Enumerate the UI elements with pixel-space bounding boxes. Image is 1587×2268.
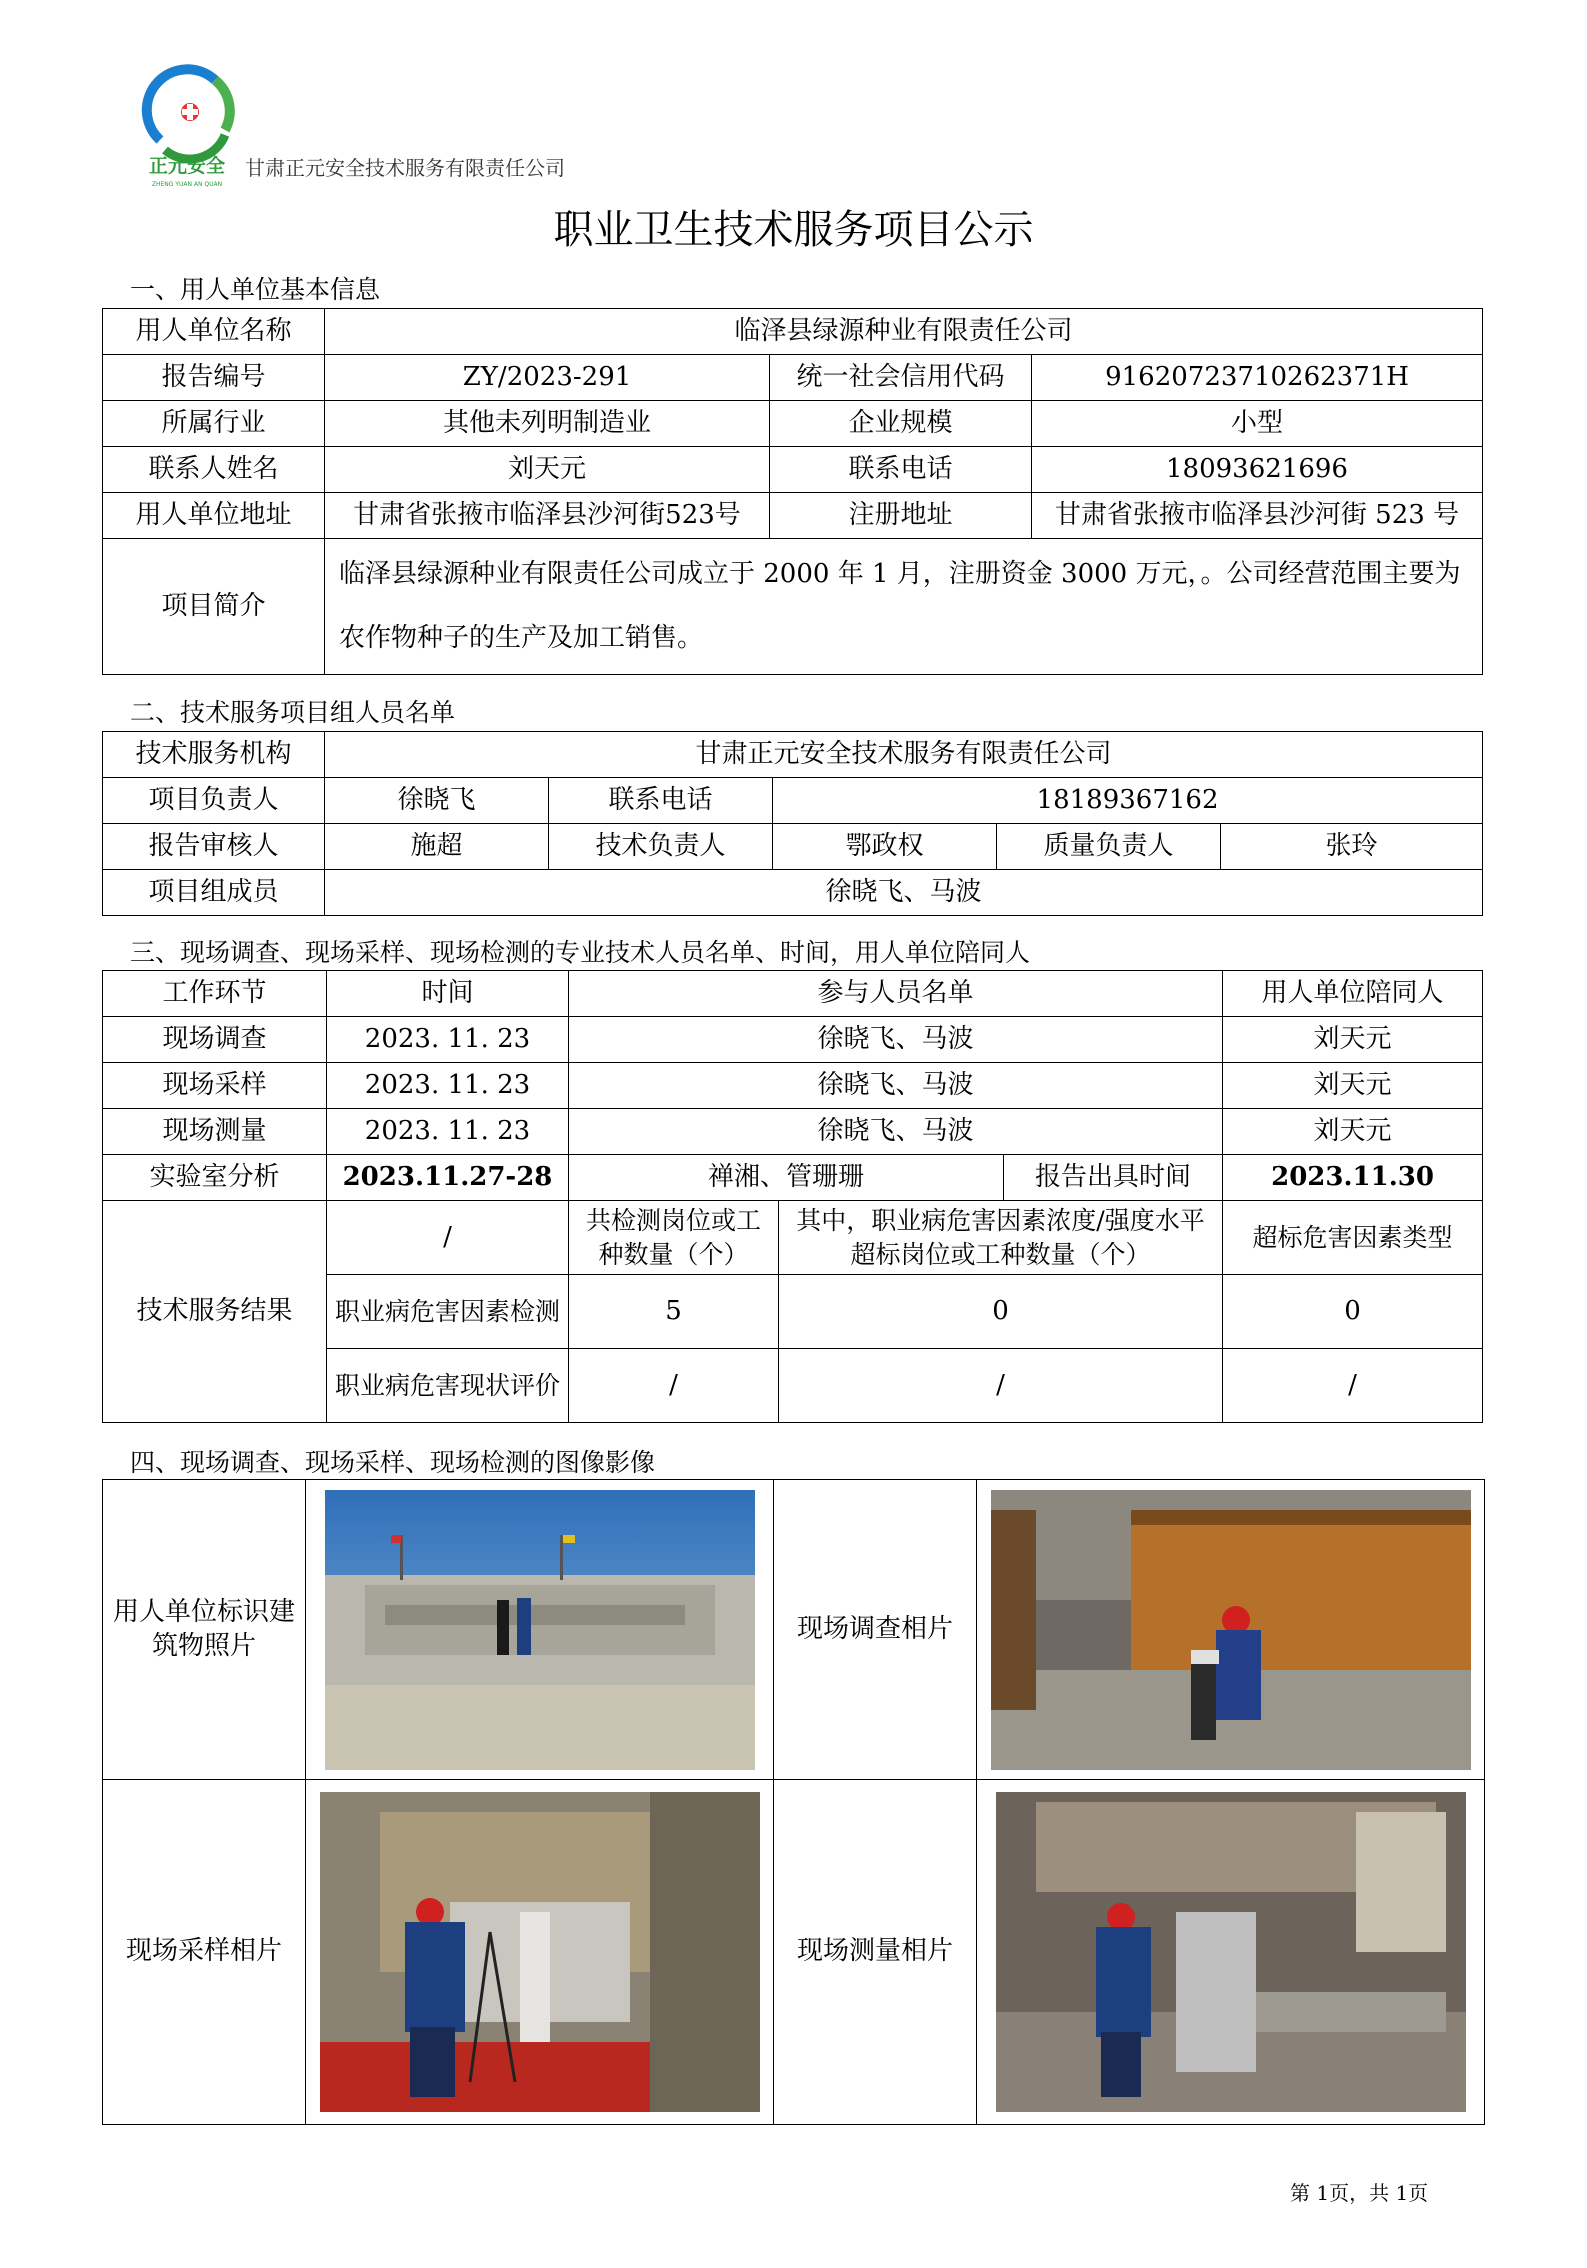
credit-code-value: 91620723710262371H xyxy=(1032,355,1483,401)
members-value: 徐晓飞、马波 xyxy=(325,870,1483,916)
row-companion: 刘天元 xyxy=(1223,1063,1483,1109)
industry-value: 其他未列明制造业 xyxy=(325,401,770,447)
leader-value: 徐晓飞 xyxy=(325,778,549,824)
scale-value: 小型 xyxy=(1032,401,1483,447)
industry-label: 所属行业 xyxy=(103,401,325,447)
head-stage: 工作环节 xyxy=(103,971,327,1017)
company-name-header: 甘肃正元安全技术服务有限责任公司 xyxy=(245,156,565,180)
photo1-cell xyxy=(306,1480,774,1780)
address-value: 甘肃省张掖市临泽县沙河街523号 xyxy=(325,493,770,539)
row-time: 2023. 11. 23 xyxy=(327,1063,569,1109)
report-time-value: 2023.11.30 xyxy=(1223,1155,1483,1201)
photo2-cell xyxy=(977,1480,1485,1780)
tech-lead-label: 技术负责人 xyxy=(549,824,773,870)
sampling-photo xyxy=(320,1792,760,2112)
results-row1-label: 职业病危害因素检测 xyxy=(327,1275,569,1349)
results-head-count: 共检测岗位或工种数量（个） xyxy=(569,1201,779,1275)
leader-phone-label: 联系电话 xyxy=(549,778,773,824)
scale-label: 企业规模 xyxy=(770,401,1032,447)
phone-label: 联系电话 xyxy=(770,447,1032,493)
row-stage: 现场调查 xyxy=(103,1017,327,1063)
org-label: 技术服务机构 xyxy=(103,732,325,778)
contact-value: 刘天元 xyxy=(325,447,770,493)
results-label: 技术服务结果 xyxy=(103,1201,327,1423)
unit-name-value: 临泽县绿源种业有限责任公司 xyxy=(325,309,1483,355)
lab-people: 禅湘、管珊珊 xyxy=(569,1155,1004,1201)
report-no-label: 报告编号 xyxy=(103,355,325,401)
row-time: 2023. 11. 23 xyxy=(327,1017,569,1063)
reviewer-label: 报告审核人 xyxy=(103,824,325,870)
row-people: 徐晓飞、马波 xyxy=(569,1109,1223,1155)
quality-lead-label: 质量负责人 xyxy=(997,824,1221,870)
tech-lead-value: 鄂政权 xyxy=(773,824,997,870)
page-title: 职业卫生技术服务项目公示 xyxy=(553,207,1034,253)
results-head-exceed: 其中，职业病危害因素浓度/强度水平超标岗位或工种数量（个） xyxy=(779,1201,1223,1275)
unit-info-table xyxy=(102,308,1483,675)
address-label: 用人单位地址 xyxy=(103,493,325,539)
results-row1-type: 0 xyxy=(1223,1275,1483,1349)
reg-address-label: 注册地址 xyxy=(770,493,1032,539)
results-row1-exceed: 0 xyxy=(779,1275,1223,1349)
section3-heading: 三、现场调查、现场采样、现场检测的专业技术人员名单、时间，用人单位陪同人 xyxy=(130,938,1031,967)
logo-subtext: ZHENG YUAN AN QUAN xyxy=(151,181,223,188)
reg-address-value: 甘肃省张掖市临泽县沙河街 523 号 xyxy=(1032,493,1483,539)
table-row xyxy=(103,1109,1483,1155)
report-time-label: 报告出具时间 xyxy=(1004,1155,1223,1201)
leader-phone-value: 18189367162 xyxy=(773,778,1483,824)
unit-name-label: 用人单位名称 xyxy=(103,309,325,355)
section4-heading: 四、现场调查、现场采样、现场检测的图像影像 xyxy=(130,1448,656,1477)
row-time: 2023. 11. 23 xyxy=(327,1109,569,1155)
members-label: 项目组成员 xyxy=(103,870,325,916)
survey-photo xyxy=(991,1490,1471,1770)
fieldwork-table xyxy=(102,970,1483,1423)
results-head-blank: / xyxy=(327,1201,569,1275)
head-people: 参与人员名单 xyxy=(569,971,1223,1017)
row-companion: 刘天元 xyxy=(1223,1109,1483,1155)
table-row xyxy=(103,1017,1483,1063)
results-head-type: 超标危害因素类型 xyxy=(1223,1201,1483,1275)
team-table xyxy=(102,731,1483,916)
photo3-label: 现场采样相片 xyxy=(103,1780,306,2125)
intro-value: 临泽县绿源种业有限责任公司成立于 2000 年 1 月，注册资金 3000 万元，。公司经营范围主要为农作物种子的生产及加工销售。 xyxy=(325,539,1483,675)
row-stage: 现场采样 xyxy=(103,1063,327,1109)
page-header xyxy=(140,60,740,190)
photo4-label: 现场测量相片 xyxy=(774,1780,977,2125)
company-logo xyxy=(140,60,235,190)
quality-lead-value: 张玲 xyxy=(1221,824,1483,870)
results-row1-count: 5 xyxy=(569,1275,779,1349)
measurement-photo xyxy=(996,1792,1466,2112)
contact-label: 联系人姓名 xyxy=(103,447,325,493)
phone-value: 18093621696 xyxy=(1032,447,1483,493)
photo2-label: 现场调查相片 xyxy=(774,1480,977,1780)
section2-heading: 二、技术服务项目组人员名单 xyxy=(130,698,456,727)
lab-label: 实验室分析 xyxy=(103,1155,327,1201)
credit-code-label: 统一社会信用代码 xyxy=(770,355,1032,401)
results-row2-type: / xyxy=(1223,1349,1483,1423)
photos-table xyxy=(102,1479,1485,2125)
logo-text: 正元安全 xyxy=(148,155,226,177)
head-time: 时间 xyxy=(327,971,569,1017)
photo1-label: 用人单位标识建筑物照片 xyxy=(103,1480,306,1780)
table-row xyxy=(103,1063,1483,1109)
row-people: 徐晓飞、马波 xyxy=(569,1017,1223,1063)
report-no-value: ZY/2023-291 xyxy=(325,355,770,401)
leader-label: 项目负责人 xyxy=(103,778,325,824)
row-stage: 现场测量 xyxy=(103,1109,327,1155)
results-row2-label: 职业病危害现状评价 xyxy=(327,1349,569,1423)
org-value: 甘肃正元安全技术服务有限责任公司 xyxy=(325,732,1483,778)
photo4-cell xyxy=(977,1780,1485,2125)
intro-label: 项目简介 xyxy=(103,539,325,675)
results-row2-count: / xyxy=(569,1349,779,1423)
photo3-cell xyxy=(306,1780,774,2125)
building-sign-photo xyxy=(325,1490,755,1770)
page-number: 第 1页，共 1页 xyxy=(1290,2181,1429,2205)
results-row2-exceed: / xyxy=(779,1349,1223,1423)
reviewer-value: 施超 xyxy=(325,824,549,870)
lab-time: 2023.11.27-28 xyxy=(327,1155,569,1201)
head-companion: 用人单位陪同人 xyxy=(1223,971,1483,1017)
row-companion: 刘天元 xyxy=(1223,1017,1483,1063)
row-people: 徐晓飞、马波 xyxy=(569,1063,1223,1109)
section1-heading: 一、用人单位基本信息 xyxy=(130,275,381,304)
